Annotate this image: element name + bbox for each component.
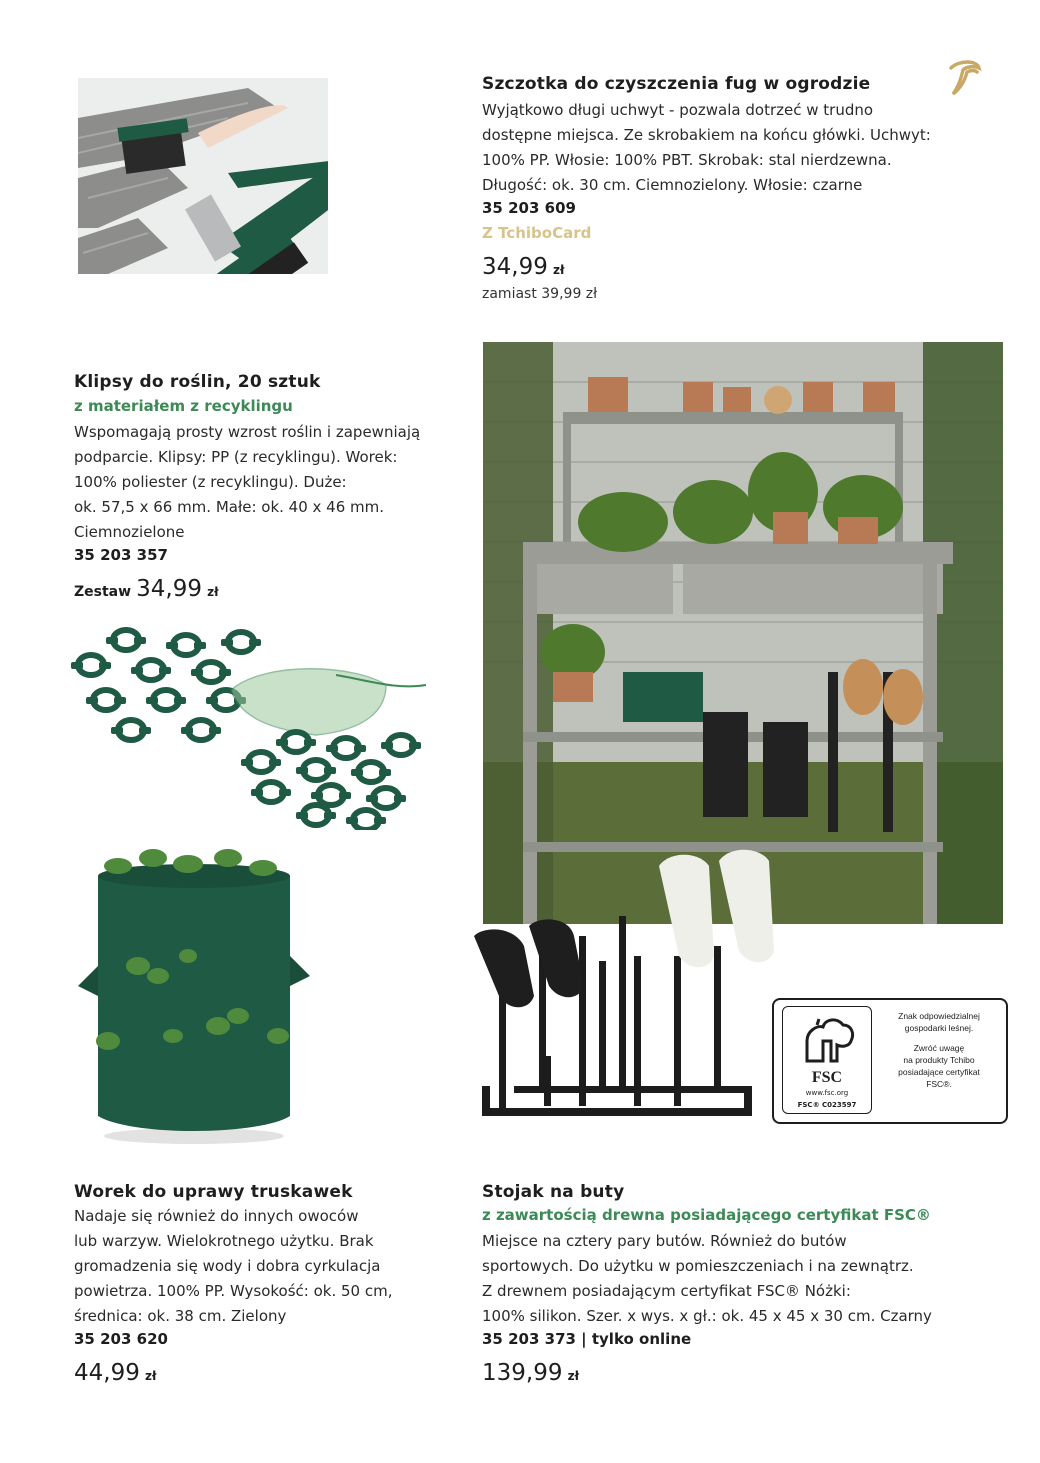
- fsc-label: FSC: [811, 1069, 843, 1086]
- fsc-tree-icon: [797, 1011, 857, 1067]
- bag-title: Worek do uprawy truskawek: [74, 1182, 353, 1202]
- fsc-note-line: posiadające certyfikat: [898, 1067, 980, 1077]
- clips-desc-line: podparcie. Klipsy: PP (z recyklingu). Worek:: [74, 448, 398, 466]
- rack-title: Stojak na buty: [482, 1182, 625, 1202]
- bag-desc-line: Nadaje się również do innych owoców: [74, 1207, 359, 1225]
- brush-old-price: zamiast 39,99 zł: [482, 286, 598, 302]
- currency: zł: [552, 263, 565, 277]
- fsc-site: www.fsc.org: [805, 1089, 849, 1097]
- brush-desc-line: Długość: ok. 30 cm. Ciemnozielony. Włosie: czarne: [482, 176, 863, 194]
- clips-product-code: 35 203 357: [74, 546, 168, 564]
- clips-photo: [66, 620, 466, 830]
- clips-desc-line: Ciemnozielone: [74, 523, 185, 541]
- fsc-note: [876, 1010, 1002, 1090]
- brush-price: [482, 254, 564, 280]
- rack-description: [482, 1229, 1002, 1329]
- bag-desc-line: lub warzyw. Wielokrotnego użytku. Brak: [74, 1232, 374, 1250]
- brush-title: Szczotka do czyszczenia fug w ogrodzie: [482, 74, 871, 94]
- bag-description: [74, 1204, 454, 1329]
- bag-desc-line: średnica: ok. 38 cm. Zielony: [74, 1307, 287, 1325]
- fsc-badge: [772, 998, 1008, 1124]
- brush-desc-line: dostępne miejsca. Ze skrobakiem na końcu główki. Uchwyt:: [482, 126, 931, 144]
- rack-product-code: 35 203 373 | tylko online: [482, 1330, 692, 1348]
- tchibo-logo: [945, 58, 983, 98]
- clips-description: [74, 420, 474, 545]
- clips-subtitle: z materiałem z recyklingu: [74, 397, 293, 415]
- currency: zł: [144, 1369, 157, 1383]
- rack-price: [482, 1360, 579, 1386]
- rack-desc-line: Z drewnem posiadającym certyfikat FSC® Nóżki:: [482, 1282, 851, 1300]
- brush-desc-line: 100% PP. Włosie: 100% PBT. Skrobak: stal nierdzewna.: [482, 151, 892, 169]
- fsc-logo-box: [782, 1006, 872, 1114]
- brush-description: [482, 98, 942, 198]
- brush-desc-line: Wyjątkowo długi uchwyt - pozwala dotrzeć w trudno: [482, 101, 874, 119]
- brush-product-code: 35 203 609: [482, 199, 576, 217]
- strawberry-bag-photo: [78, 846, 310, 1146]
- shoe-rack-photo: [474, 846, 774, 1146]
- tchibocard-label: Z TchiboCard: [482, 224, 592, 242]
- clips-price: [74, 576, 219, 602]
- clips-desc-line: ok. 57,5 x 66 mm. Małe: ok. 40 x 46 mm.: [74, 498, 385, 516]
- bag-price-value: 44,99: [74, 1360, 140, 1386]
- fsc-note-line: na produkty Tchibo: [903, 1055, 975, 1065]
- fsc-note-line: Zwróć uwagę: [913, 1043, 965, 1053]
- rack-desc-line: 100% silikon. Szer. x wys. x gł.: ok. 45 x 45 x 30 cm. Czarny: [482, 1307, 932, 1325]
- currency: zł: [207, 585, 219, 599]
- fsc-note-line: gospodarki leśnej.: [904, 1023, 974, 1033]
- bag-desc-line: powietrza. 100% PP. Wysokość: ok. 50 cm,: [74, 1282, 393, 1300]
- bag-desc-line: gromadzenia się wody i dobra cyrkulacja: [74, 1257, 381, 1275]
- rack-subtitle: z zawartością drewna posiadającego certyfikat FSC®: [482, 1206, 931, 1224]
- clips-desc-line: Wspomagają prosty wzrost roślin i zapewniają: [74, 423, 421, 441]
- brush-photo: [78, 78, 328, 274]
- clips-title: Klipsy do roślin, 20 sztuk: [74, 372, 321, 392]
- bag-price: [74, 1360, 156, 1386]
- clips-desc-line: 100% poliester (z recyklingu). Duże:: [74, 473, 347, 491]
- set-prefix: Zestaw: [74, 584, 132, 600]
- rack-price-value: 139,99: [482, 1360, 563, 1386]
- rack-desc-line: Miejsce na cztery pary butów. Również do butów: [482, 1232, 847, 1250]
- rack-desc-line: sportowych. Do użytku w pomieszczeniach i na zewnątrz.: [482, 1257, 914, 1275]
- currency: zł: [567, 1369, 580, 1383]
- fsc-note-line: Znak odpowiedzialnej: [898, 1011, 980, 1021]
- brush-price-value: 34,99: [482, 254, 548, 280]
- fsc-note-line: FSC®.: [926, 1079, 952, 1089]
- fsc-license: FSC® C023597: [797, 1101, 857, 1109]
- clips-price-value: 34,99: [136, 576, 203, 602]
- garden-table-photo: [483, 342, 1003, 924]
- bag-product-code: 35 203 620: [74, 1330, 168, 1348]
